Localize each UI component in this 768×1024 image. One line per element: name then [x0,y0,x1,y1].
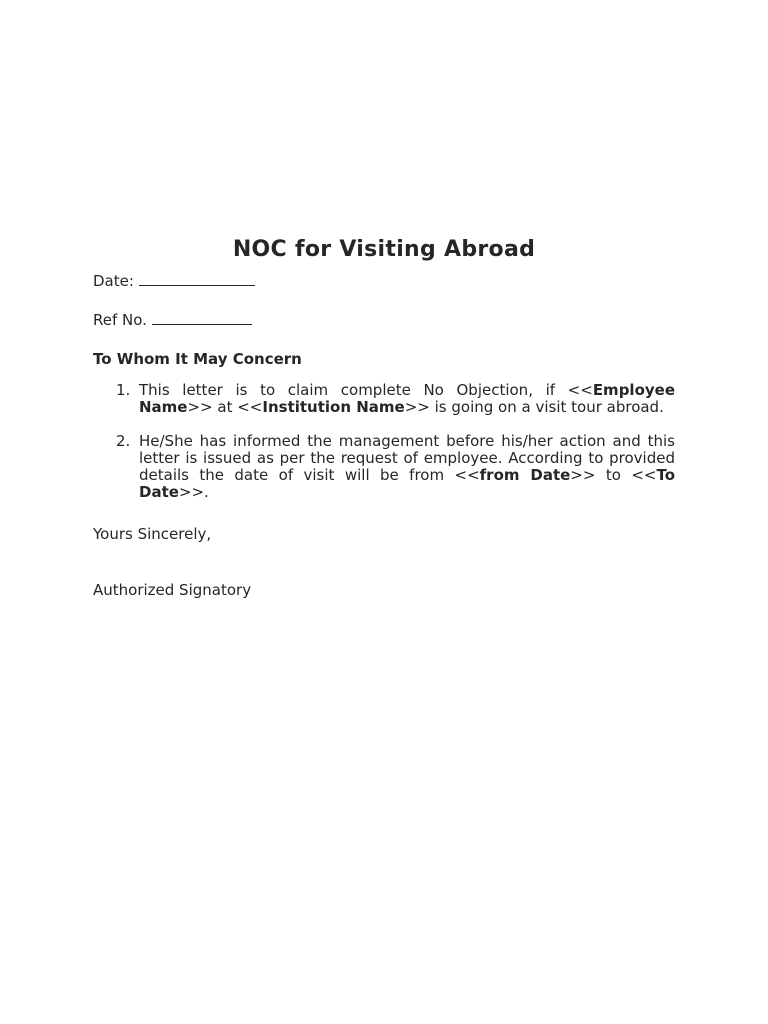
closing: Yours Sincerely, [93,525,212,543]
date-row [93,270,675,292]
list-item [93,382,675,416]
date-label: Date: [93,272,134,290]
signatory: Authorized Signatory [93,581,252,599]
document-body [93,270,675,601]
list-item-number: 2. [116,432,131,450]
numbered-list [93,382,675,501]
ref-row [93,309,675,331]
salutation: To Whom It May Concern [93,350,302,368]
item-text: He/She has informed the management before his/her action and this letter is issued as per the request of employee. According to provided details the date of visit will be from << [139,432,675,484]
item-text: >> is going on a visit tour abroad. [404,398,664,416]
to-date-placeholder: To Date [139,466,675,501]
list-item [93,433,675,501]
item-text: >> at << [187,398,263,416]
ref-label: Ref No. [93,311,147,329]
from-date-placeholder: from Date [479,466,571,484]
item-text: >>. [178,483,209,501]
document-title: NOC for Visiting Abroad [232,237,536,262]
date-blank-line [139,271,255,286]
item-text: >> to << [570,466,657,484]
list-item-number: 1. [116,381,131,399]
institution-name-placeholder: Institution Name [262,398,405,416]
employee-name-placeholder: Employee Name [139,381,675,416]
item-text: This letter is to claim complete No Objection, if << [139,381,593,399]
ref-blank-line [152,310,252,325]
